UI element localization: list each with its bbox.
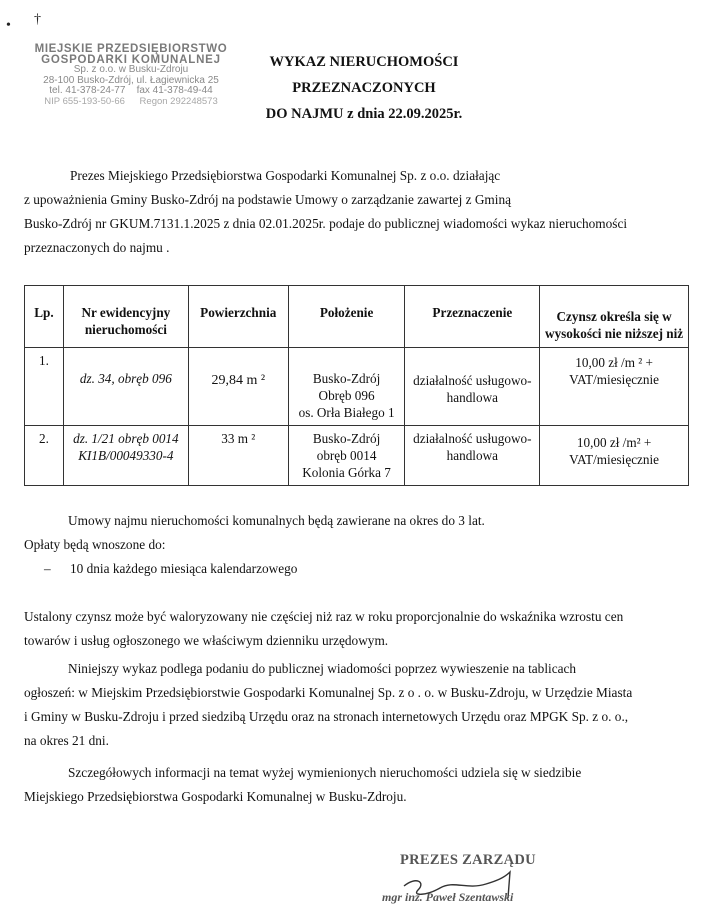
cell-pow: 29,84 m ² <box>188 348 288 426</box>
cell-czy-line-2: VAT/miesięcznie <box>569 452 660 467</box>
cell-pol-line-1: Busko-Zdrój <box>312 371 381 386</box>
stamp-fax: fax 41-378-49-44 <box>136 85 213 96</box>
table-row <box>25 426 689 486</box>
cell-nr <box>63 426 188 486</box>
para4-line-2: ogłoszeń: w Miejskim Przedsiębiorstwie Gospodarki Komunalnej Sp. z o . o. w Busku-Zdroju, w Urzędzie Miasta <box>24 685 633 700</box>
intro-line-4: przeznaczonych do najmu . <box>24 240 170 255</box>
intro-text-1: Prezes Miejskiego Przedsiębiorstwa Gospodarki Komunalnej Sp. z o.o. działając <box>70 168 501 183</box>
cell-pol-line-2: obręb 0014 <box>316 448 377 463</box>
stamp-regon: Regon 292248573 <box>139 95 218 107</box>
terms-item-text: 10 dnia każdego miesiąca kalendarzowego <box>70 561 298 576</box>
cell-czy-line-1: 10,00 zł /m ² + <box>575 355 653 370</box>
cell-czy <box>540 426 689 486</box>
cell-prz <box>405 348 540 426</box>
header-pol: Położenie <box>288 286 405 348</box>
stamp-phone: tel. 41-378-24-77 <box>49 85 126 96</box>
corner-mark: † <box>34 12 41 27</box>
cell-pol <box>288 348 405 426</box>
para5-line-2: Miejskiego Przedsiębiorstwa Gospodarki Komunalnej w Busku-Zdroju. <box>24 789 407 804</box>
para5-text-1: Szczegółowych informacji na temat wyżej wymienionych nieruchomości udziela się w siedzibie <box>68 765 582 780</box>
header-nr: Nr ewidencyjny nieruchomości <box>63 286 188 348</box>
cell-pol <box>288 426 405 486</box>
cell-prz-line-1: działalność usługowo- <box>413 431 532 446</box>
stamp-line-3: Sp. z o.o. w Busku-Zdroju <box>73 64 189 75</box>
cell-prz-line-1: działalność usługowo- <box>413 373 532 388</box>
table-row <box>25 348 689 426</box>
cell-lp: 2. <box>25 426 64 486</box>
title-line-1: WYKAZ NIERUCHOMOŚCI PRZEZNACZONYCH <box>269 54 459 96</box>
dash-bullet: – <box>44 561 51 576</box>
document-title <box>214 49 514 127</box>
info-paragraph <box>24 761 692 809</box>
cell-prz-line-2: handlowa <box>446 448 498 463</box>
para5-line-1 <box>24 761 692 785</box>
table-header-row <box>25 286 689 348</box>
para4-line-3: i Gminy w Busku-Zdroju i przed siedzibą Urzędu oraz na stronach internetowych Urzędu oraz MPGK Sp. z o. o., <box>24 709 629 724</box>
cell-prz <box>405 426 540 486</box>
terms-line-1: Umowy najmu nieruchomości komunalnych będą zawierane na okres do 3 lat. <box>68 513 485 528</box>
cell-pol-line-1: Busko-Zdrój <box>312 431 381 446</box>
cell-nr-line-2: KI1B/00049330-4 <box>78 448 174 463</box>
cell-pol-line-3: os. Orła Białego 1 <box>298 405 395 420</box>
intro-line-2: z upoważnienia Gminy Busko-Zdrój na podstawie Umowy o zarządzanie zawartej z Gminą <box>24 192 512 207</box>
stamp-line-2: GOSPODARKI KOMUNALNEJ <box>41 53 221 66</box>
cell-lp: 1. <box>25 348 64 426</box>
stamp-nip: NIP 655-193-50-66 <box>44 95 125 107</box>
header-lp: Lp. <box>25 286 64 348</box>
terms-line-2: Opłaty będą wnoszone do: <box>24 537 166 552</box>
para3-line-2: towarów i usług ogłoszonego we właściwym dzienniku urzędowym. <box>24 633 389 648</box>
para4-text-1: Niniejszy wykaz podlega podaniu do publicznej wiadomości poprzez wywieszenie na tablicach <box>68 661 577 676</box>
property-table <box>24 285 689 486</box>
stamp-line-4: 28-100 Busko-Zdrój, ul. Łagiewnicka 25 <box>43 74 219 86</box>
para3-line-1: Ustalony czynsz może być waloryzowany nie częściej niż raz w roku proporcjonalnie do wskaźnika wzrostu cen <box>24 609 624 624</box>
stamp-line-6 <box>20 97 242 108</box>
cell-czy <box>540 348 689 426</box>
header-czy: Czynsz określa się w wysokości nie niższej niż <box>540 286 689 348</box>
stamp-line-5 <box>20 86 242 97</box>
cell-nr-line-1: dz. 34, obręb 096 <box>79 371 172 386</box>
header-prz: Przeznaczenie <box>405 286 540 348</box>
cell-czy-line-2: VAT/miesięcznie <box>569 372 660 387</box>
cell-pow: 33 m ² <box>188 426 288 486</box>
signature-title: PREZES ZARZĄDU <box>400 852 536 868</box>
para4-line-4: na okres 21 dni. <box>24 733 109 748</box>
valorization-paragraph <box>24 605 692 653</box>
header-pow: Powierzchnia <box>188 286 288 348</box>
intro-line-1 <box>24 164 692 188</box>
stamp-line-1: MIEJSKIE PRZEDSIĘBIORSTWO <box>34 43 228 55</box>
para4-line-1 <box>24 657 692 681</box>
cell-nr-line-1: dz. 1/21 obręb 0014 <box>73 431 179 446</box>
publication-paragraph <box>24 657 692 753</box>
title-line-2: DO NAJMU z dnia 22.09.2025r. <box>265 106 463 122</box>
cell-prz-line-2: handlowa <box>446 390 498 405</box>
company-stamp <box>20 44 242 107</box>
intro-line-3: Busko-Zdrój nr GKUM.7131.1.2025 z dnia 02.01.2025r. podaje do publicznej wiadomości wykaz nieruchomości <box>24 216 628 231</box>
terms-list-item <box>44 557 297 581</box>
cell-pol-line-3: Kolonia Górka 7 <box>302 465 391 480</box>
signature-name: mgr inż. Paweł Szentawski <box>382 890 514 904</box>
corner-dot: • <box>6 18 11 33</box>
cell-pol-line-2: Obręb 096 <box>318 388 375 403</box>
intro-paragraph <box>24 164 692 260</box>
cell-czy-line-1: 10,00 zł /m² + <box>576 435 652 450</box>
cell-nr <box>63 348 188 426</box>
